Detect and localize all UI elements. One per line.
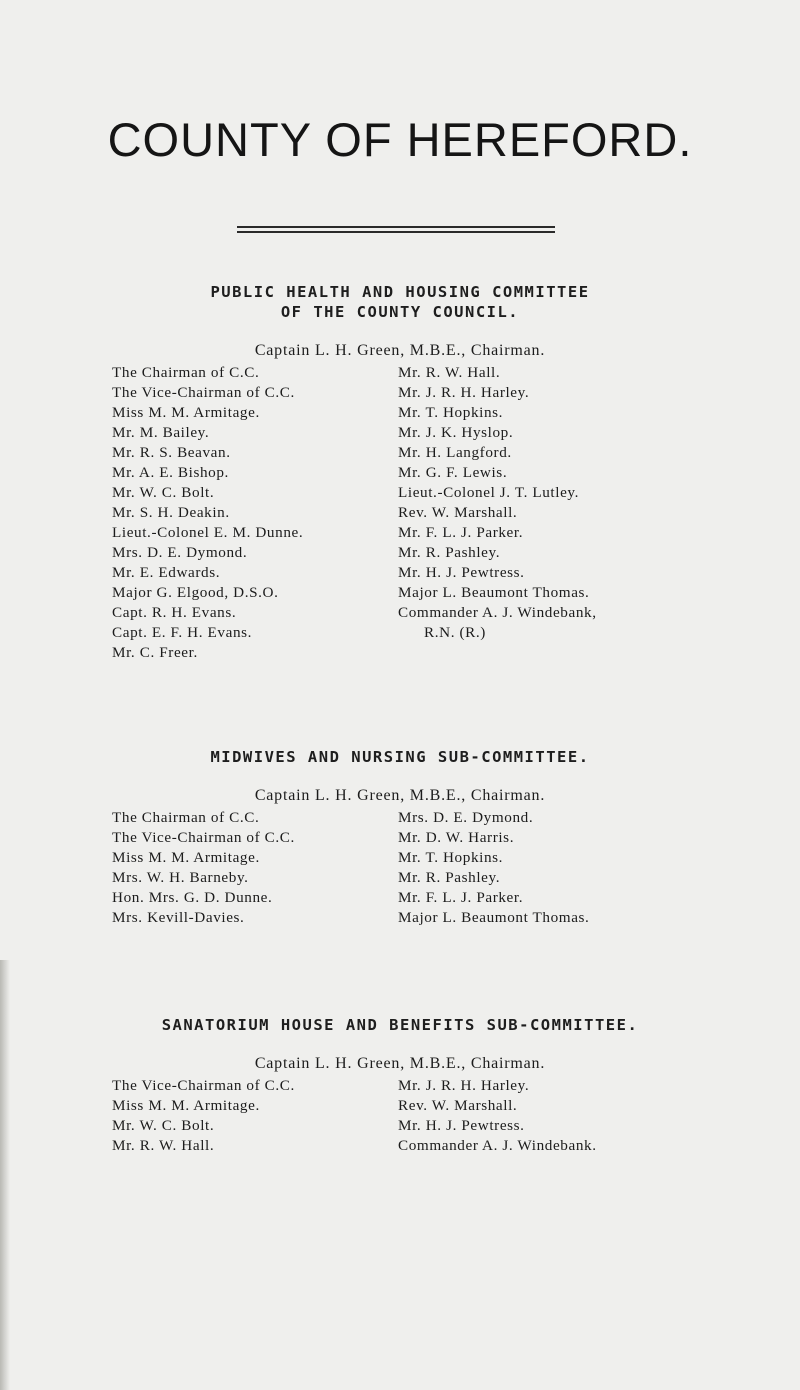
member-item: Mrs. Kevill-Davies. — [112, 909, 245, 926]
member-item: Major G. Elgood, D.S.O. — [112, 584, 279, 601]
member-item: Mr. E. Edwards. — [112, 564, 221, 581]
member-item: The Vice-Chairman of C.C. — [112, 829, 295, 846]
title-divider-top — [237, 226, 555, 228]
member-item: Rev. W. Marshall. — [398, 1097, 518, 1114]
member-item: Lieut.-Colonel J. T. Lutley. — [398, 484, 580, 501]
midwives-heading: MIDWIVES AND NURSING SUB-COMMITTEE. — [210, 748, 590, 766]
public-health-heading-line2: OF THE COUNTY COUNCIL. — [280, 303, 520, 321]
member-item: Mrs. D. E. Dymond. — [398, 809, 534, 826]
title-divider-bottom — [237, 231, 555, 233]
member-item: Mr. R. W. Hall. — [398, 364, 501, 381]
member-item: Miss M. M. Armitage. — [112, 1097, 260, 1114]
member-item: Lieut.-Colonel E. M. Dunne. — [112, 524, 304, 541]
member-item: Mr. J. K. Hyslop. — [398, 424, 514, 441]
member-item: Mr. D. W. Harris. — [398, 829, 515, 846]
member-item: Mr. H. J. Pewtress. — [398, 1117, 525, 1134]
member-item: Hon. Mrs. G. D. Dunne. — [112, 889, 273, 906]
sanatorium-right-members — [398, 1076, 597, 1156]
public-health-heading: PUBLIC HEALTH AND HOUSING COMMITTEE — [210, 283, 590, 301]
member-item: Mr. A. E. Bishop. — [112, 464, 229, 481]
member-item: Mr. J. R. H. Harley. — [398, 384, 530, 401]
member-item: Mr. R. W. Hall. — [112, 1137, 215, 1154]
member-item: Mr. F. L. J. Parker. — [398, 524, 524, 541]
member-item: Mr. C. Freer. — [112, 644, 198, 661]
public-health-left-members — [112, 363, 303, 663]
member-item: Miss M. M. Armitage. — [112, 404, 260, 421]
member-item: Mrs. D. E. Dymond. — [112, 544, 248, 561]
member-item: Capt. E. F. H. Evans. — [112, 624, 253, 641]
public-health-right-members — [398, 363, 597, 643]
member-item: Mr. T. Hopkins. — [398, 404, 504, 421]
member-item: Mrs. W. H. Barneby. — [112, 869, 249, 886]
member-item: The Chairman of C.C. — [112, 364, 260, 381]
member-item: Miss M. M. Armitage. — [112, 849, 260, 866]
member-item: Major L. Beaumont Thomas. — [398, 909, 590, 926]
member-item: Mr. M. Bailey. — [112, 424, 210, 441]
member-item: Rev. W. Marshall. — [398, 504, 518, 521]
member-item: Mr. S. H. Deakin. — [112, 504, 230, 521]
member-item: Mr. J. R. H. Harley. — [398, 1077, 530, 1094]
member-item: Commander A. J. Windebank. — [398, 1137, 597, 1154]
member-item: Mr. W. C. Bolt. — [112, 484, 215, 501]
midwives-left-members — [112, 808, 295, 928]
sanatorium-chairman: Captain L. H. Green, M.B.E., Chairman. — [254, 1055, 546, 1072]
member-item: Mr. F. L. J. Parker. — [398, 889, 524, 906]
midwives-right-members — [398, 808, 589, 928]
member-item: Capt. R. H. Evans. — [112, 604, 237, 621]
midwives-chairman: Captain L. H. Green, M.B.E., Chairman. — [254, 787, 546, 804]
page-title: COUNTY OF HEREFORD. — [107, 113, 693, 166]
member-item: Mr. H. Langford. — [398, 444, 512, 461]
sanatorium-heading: SANATORIUM HOUSE AND BENEFITS SUB-COMMITTEE. — [161, 1016, 639, 1034]
member-item: Major L. Beaumont Thomas. — [398, 584, 590, 601]
member-item: The Vice-Chairman of C.C. — [112, 1077, 295, 1094]
member-item: Commander A. J. Windebank, — [398, 604, 597, 621]
member-item: Mr. T. Hopkins. — [398, 849, 504, 866]
member-item: Mr. W. C. Bolt. — [112, 1117, 215, 1134]
member-item: Mr. R. S. Beavan. — [112, 444, 231, 461]
member-item: Mr. R. Pashley. — [398, 869, 501, 886]
member-item: Mr. G. F. Lewis. — [398, 464, 508, 481]
member-item: The Vice-Chairman of C.C. — [112, 384, 295, 401]
sanatorium-left-members — [112, 1076, 295, 1156]
member-item: Mr. H. J. Pewtress. — [398, 564, 525, 581]
public-health-chairman: Captain L. H. Green, M.B.E., Chairman. — [254, 342, 546, 359]
member-item: Mr. R. Pashley. — [398, 544, 501, 561]
member-item-continuation: R.N. (R.) — [424, 624, 486, 641]
member-item: The Chairman of C.C. — [112, 809, 260, 826]
